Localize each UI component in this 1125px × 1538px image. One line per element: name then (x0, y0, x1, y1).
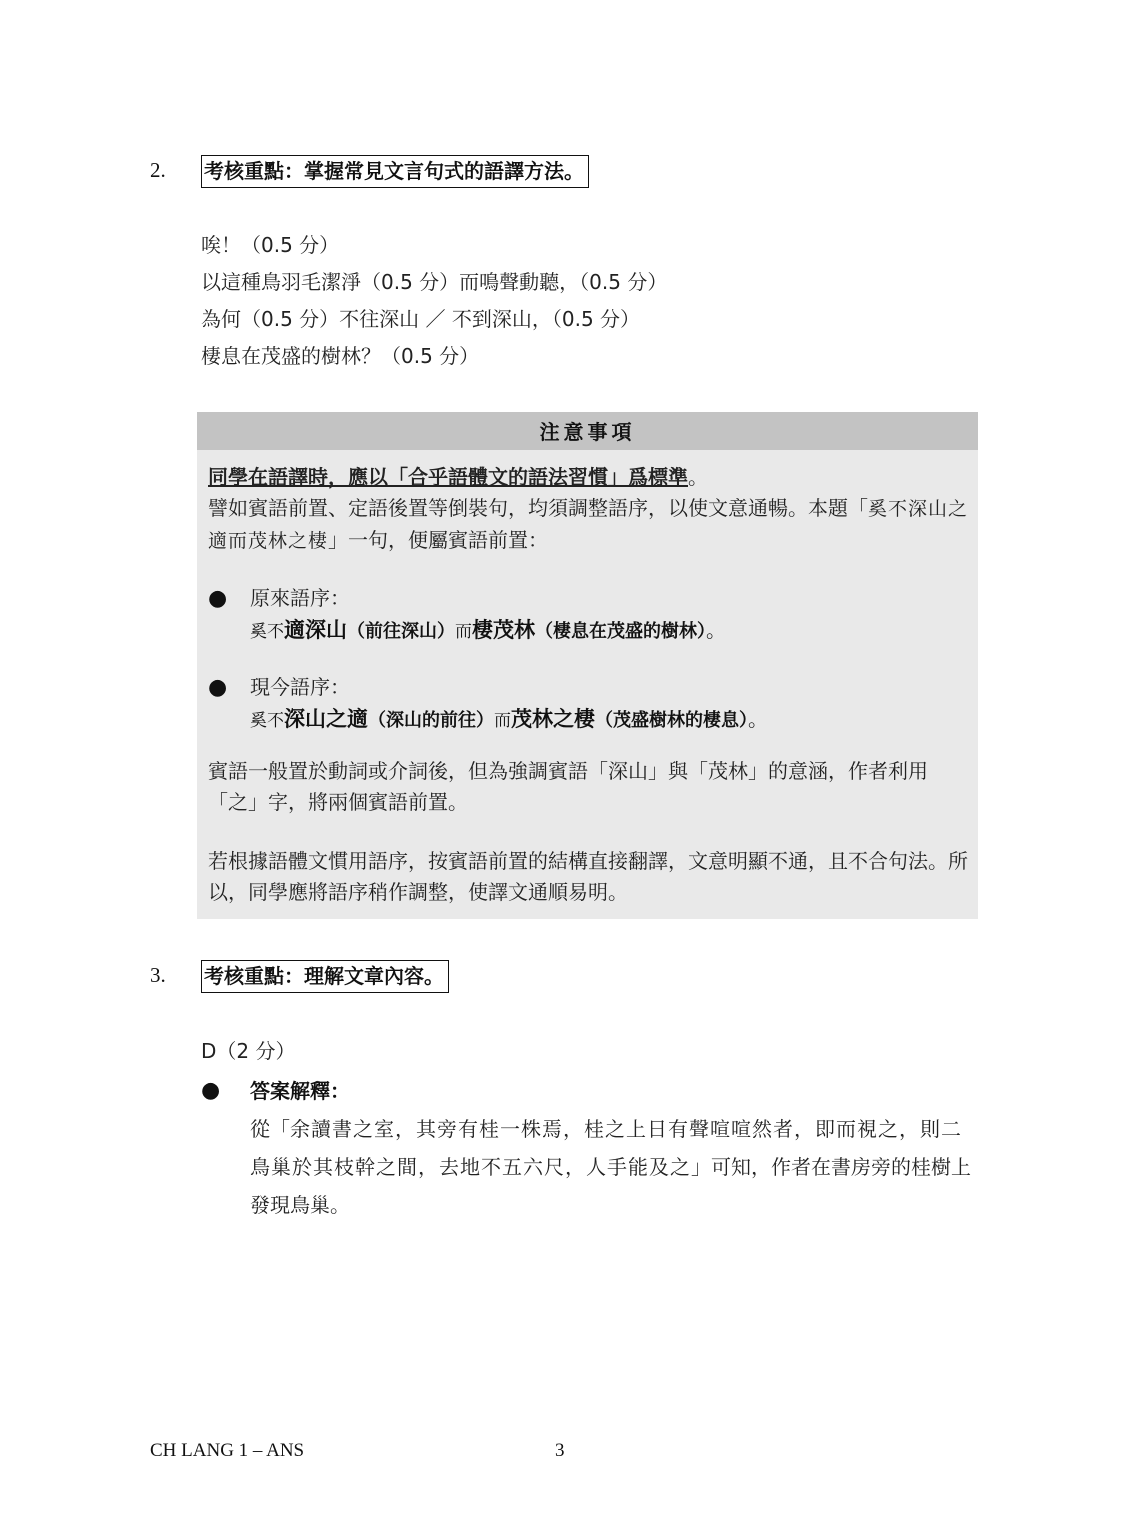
notice-key-point (208, 462, 968, 493)
explanation-open: 從「 (250, 1117, 290, 1141)
current-prefix: 奚不 (250, 711, 284, 731)
q3-answer: D（2 分） (201, 1039, 296, 1063)
explanation-classical-quote: 余讀書之室，其旁有桂一株焉，桂之上日有聲喧喧然者，即而視之，則二鳥巢於其枝幹之間，去地不五六尺，人手能及之 (250, 1117, 962, 1179)
notice-box (197, 412, 978, 919)
original-gloss-1: （前往深山） (347, 621, 455, 642)
current-gloss-1: （深山的前往） (368, 710, 494, 731)
question-3-focus-box: 考核重點：理解文章內容。 (201, 960, 449, 993)
original-order-label: 原來語序： (250, 586, 350, 610)
question-3-number: 3. (150, 963, 166, 987)
bullet-icon: ● (208, 675, 228, 700)
explanation-text (250, 1110, 980, 1224)
explanation-close: 」可知，作者在書房旁的桂樹上發現鳥巢。 (250, 1155, 971, 1217)
current-phrase-1: 深山之適 (284, 707, 368, 731)
q2-answer-line-1: 唉！（0.5 分） (201, 233, 340, 257)
notice-paragraph-3: 若根據語體文慣用語序，按賓語前置的結構直接翻譯，文意明顯不通，且不合句法。所以，同學應將語序稍作調整，使譯文通順易明。 (208, 849, 968, 904)
notice-key-point-end: 。 (688, 465, 708, 489)
notice-heading: 注意事項 (197, 412, 978, 450)
footer-paper-code: CH LANG 1 – ANS (150, 1440, 305, 1461)
original-prefix: 奚不 (250, 622, 284, 642)
original-verb-1: 適深山 (284, 618, 347, 642)
explanation-title: 答案解釋： (250, 1079, 350, 1103)
q2-answer-line-4: 棲息在茂盛的樹林？（0.5 分） (201, 344, 480, 368)
current-order-label: 現今語序： (250, 675, 350, 699)
notice-intro (208, 493, 968, 557)
notice-intro-a: 譬如賓語前置、定語後置等倒裝句，均須調整語序，以使文意通暢。本題「 (208, 496, 868, 520)
original-verb-2: 棲茂林 (472, 618, 535, 642)
original-order-line (250, 616, 726, 646)
original-gloss-2: （棲息在茂盛的樹林） (535, 621, 706, 642)
notice-key-point-text: 同學在語譯時，應以「合乎語體文的語法習慣」爲標準 (208, 465, 688, 489)
original-conj: 而 (455, 622, 472, 642)
original-end: 。 (706, 618, 726, 642)
bullet-icon: ● (208, 586, 228, 611)
current-conj: 而 (494, 711, 511, 731)
footer-page-number: 3 (555, 1440, 565, 1461)
notice-intro-classical: 奚不深山之適而茂林之棲 (208, 498, 969, 552)
current-end: 。 (748, 707, 768, 731)
notice-paragraph-2: 賓語一般置於動詞或介詞後，但為強調賓語「深山」與「茂林」的意涵，作者利用「之」字，將兩個賓語前置。 (208, 759, 928, 814)
current-gloss-2: （茂盛樹林的棲息） (595, 710, 748, 731)
notice-intro-b: 」一句，便屬賓語前置： (328, 528, 549, 552)
q2-answer-line-3: 為何（0.5 分）不往深山 ／ 不到深山，（0.5 分） (201, 307, 641, 331)
question-2-focus-box: 考核重點：掌握常見文言句式的語譯方法。 (201, 155, 589, 188)
bullet-icon: ● (201, 1078, 221, 1103)
current-phrase-2: 茂林之棲 (511, 707, 595, 731)
question-2-number: 2. (150, 158, 166, 182)
q2-answer-line-2: 以這種鳥羽毛潔淨（0.5 分）而鳴聲動聽，（0.5 分） (201, 270, 668, 294)
current-order-line (250, 705, 768, 735)
